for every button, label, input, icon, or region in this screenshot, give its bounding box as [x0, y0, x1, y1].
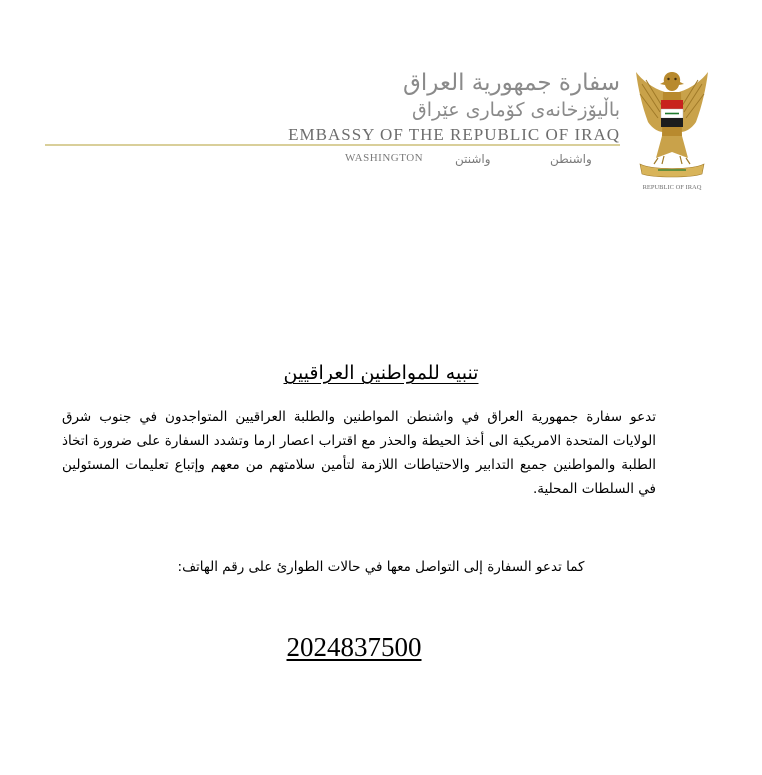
letterhead-arabic-title: سفارة جمهورية العراق	[403, 70, 620, 96]
letterhead-kurdish-title: باڵیۆزخانەی کۆماری عێراق	[412, 99, 620, 121]
emblem-caption: REPUBLIC OF IRAQ	[642, 184, 702, 191]
letterhead-divider	[45, 144, 620, 146]
city-arabic: واشنطن	[550, 152, 592, 166]
emergency-phone-number: 2024837500	[286, 632, 422, 662]
iraq-eagle-emblem-icon	[632, 66, 712, 196]
letterhead	[0, 0, 762, 200]
notice-body: تدعو سفارة جمهورية العراق في واشنطن المواطنين والطلبة العراقيين المتواجدون في جنوب شرق الولايات المتحدة الامريكية الى أخذ الحيطة والحذر مع اقتراب اعصار ارما وتشدد السفارة على ضرورة اتخاذ الطلبة والمواطنين جميع التدابير والاحتياطات اللازمة لتأمين سلامتهم من معهم وإتباع تعليمات المسئولين في السلطات المحلية.	[62, 409, 656, 497]
city-kurdish: واشنتن	[455, 152, 491, 166]
notice-title: تنبيه للمواطنين العراقيين	[283, 362, 479, 384]
city-english: WASHINGTON	[345, 152, 424, 164]
emergency-contact-line: كما تدعو السفارة إلى التواصل معها في حالات الطوارئ على رقم الهاتف:	[177, 559, 585, 575]
letterhead-english-title: EMBASSY OF THE REPUBLIC OF IRAQ	[288, 125, 620, 144]
